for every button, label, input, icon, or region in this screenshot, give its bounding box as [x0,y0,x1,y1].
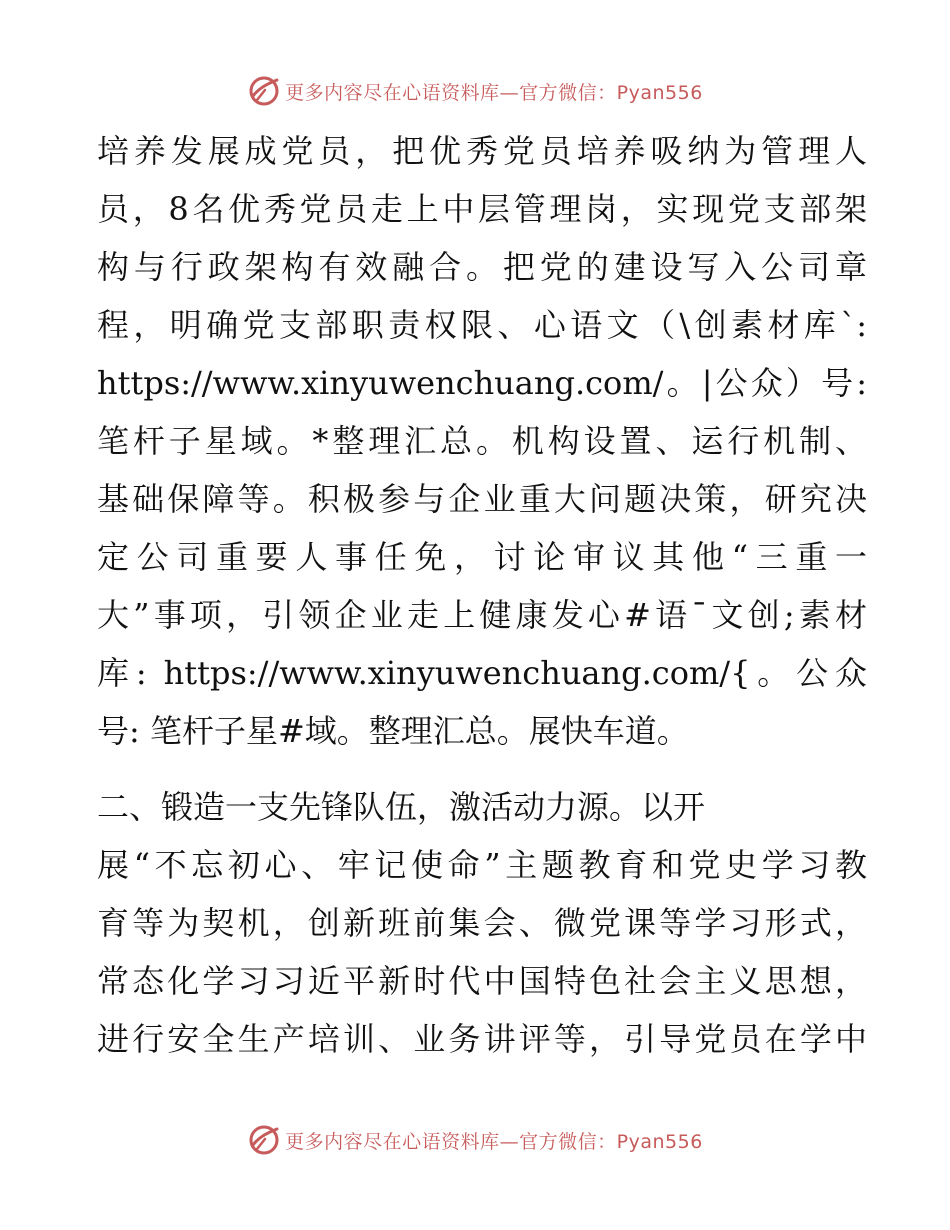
text-line: 构与行政架构有效融合。把党的建设写入公司章 [97,248,867,286]
footer-brand-text: 更多内容尽在心语资料库—官方微信：Pyan556 [285,1130,703,1153]
header-account: Pyan556 [616,81,703,104]
paragraph-1 [97,122,867,760]
text-line: https://www.xinyuwenchuang.com/。|公众）号: [97,364,867,402]
header-brand-text: 更多内容尽在心语资料库—官方微信：Pyan556 [285,81,703,104]
text-line: 常态化学习习近平新时代中国特色社会主义思想， [97,962,867,1000]
text-line: 笔杆子星域。*整理汇总。机构设置、运行机制、 [97,422,867,460]
footer-watermark [0,1120,950,1160]
text-line: 库: https://www.xinyuwenchuang.com/{。公众 [97,654,867,692]
text-line: 程，明确党支部职责权限、心语文（\创素材库`: [97,306,867,344]
text-line: 二、锻造一支先锋队伍，激活动力源。以开 [97,788,706,826]
text-line: 培养发展成党员，把优秀党员培养吸纳为管理人 [97,132,867,170]
text-line: 号: 笔杆子星#域。整理汇总。展快车道。 [97,712,689,750]
text-line: 员，8名优秀党员走上中层管理岗，实现党支部架 [97,190,867,228]
text-line: 基础保障等。积极参与企业重大问题决策，研究决 [97,480,867,518]
header-watermark [0,71,950,111]
text-line: 进行安全生产培训、业务讲评等，引导党员在学中 [97,1020,867,1058]
brush-logo-icon [247,74,281,108]
text-line: 展“不忘初心、牢记使命”主题教育和党史学习教 [97,846,867,884]
paragraph-2 [97,778,867,1068]
text-line: 大”事项，引领企业走上健康发心#语¯文创;素材 [97,596,867,634]
text-line: 定公司重要人事任免，讨论审议其他“三重一 [97,538,867,576]
brush-logo-icon [247,1123,281,1157]
text-line: 育等为契机，创新班前集会、微党课等学习形式， [97,904,867,942]
footer-account: Pyan556 [616,1130,703,1153]
